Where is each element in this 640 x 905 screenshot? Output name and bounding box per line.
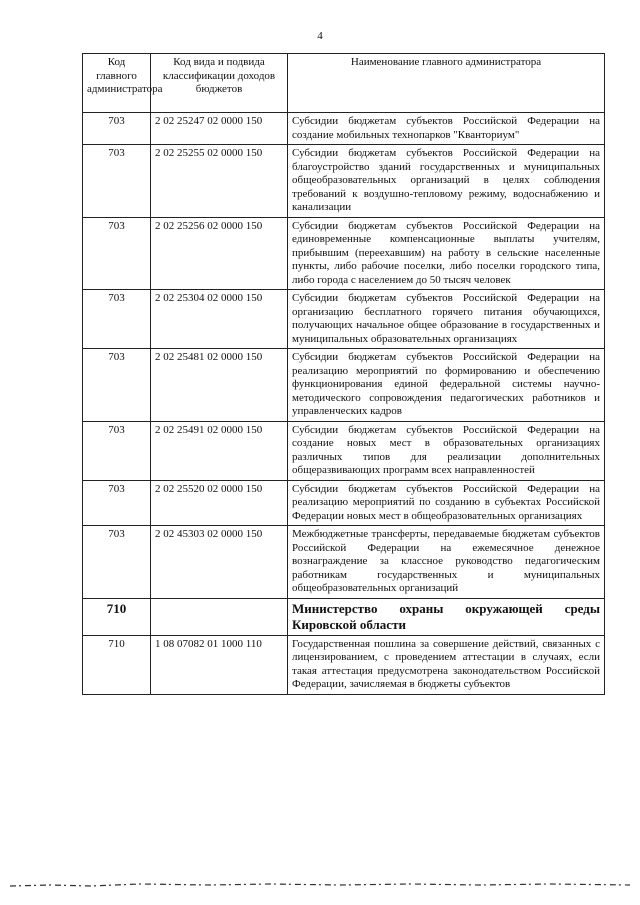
admin-code-cell: 703 [83,480,151,526]
table-row [83,526,605,599]
admin-name-cell: Межбюджетные трансферты, передаваемые бюджетам субъектов Российской Федерации на ежемесячное денежное вознаграждение за классное руководство педагогическим работникам государственных и муниципальных общеобразовательных организаций [288,526,605,599]
table-row [83,145,605,218]
admin-code-cell: 703 [83,113,151,145]
ministry-row [83,598,605,635]
admin-name-cell: Субсидии бюджетам субъектов Российской Федерации на создание мобильных технопарков "Кванториум" [288,113,605,145]
kbk-cell: 2 02 25304 02 0000 150 [151,290,288,349]
table-row [83,421,605,480]
kbk-cell: 1 08 07082 01 1000 110 [151,635,288,694]
kbk-cell [151,598,288,635]
revenue-admin-table [82,53,605,695]
kbk-cell: 2 02 25491 02 0000 150 [151,421,288,480]
table-header-row [83,54,605,113]
kbk-cell: 2 02 25520 02 0000 150 [151,480,288,526]
header-admin-code: Код главного администратора [83,54,151,113]
table-body [83,113,605,695]
table-row [83,349,605,422]
scan-edge-artifact [10,878,630,890]
kbk-cell: 2 02 25481 02 0000 150 [151,349,288,422]
admin-code-cell: 703 [83,526,151,599]
admin-code-cell: 703 [83,145,151,218]
kbk-cell: 2 02 45303 02 0000 150 [151,526,288,599]
admin-name-cell: Субсидии бюджетам субъектов Российской Федерации на создание новых мест в образовательных организациях различных типов для реализации дополнительных общеразвивающих программ всех направленностей [288,421,605,480]
table-row [83,480,605,526]
admin-code-cell: 703 [83,349,151,422]
kbk-cell: 2 02 25247 02 0000 150 [151,113,288,145]
admin-code-cell: 710 [83,598,151,635]
admin-name-cell: Государственная пошлина за совершение действий, связанных с лицензированием, с проведением аттестации в случаях, если такая аттестация предусмотрена законодательством Российской Федерации, зачисляемая в бюджеты субъектов [288,635,605,694]
header-kbk: Код вида и подвида классификации доходов бюджетов [151,54,288,113]
admin-name-cell: Субсидии бюджетам субъектов Российской Федерации на благоустройство зданий государственных и муниципальных общеобразовательных организаций в целях соблюдения требований к воздушно-тепловому режиму, водоснабжению и канализации [288,145,605,218]
admin-name-cell: Субсидии бюджетам субъектов Российской Федерации на единовременные компенсационные выплаты учителям, прибывшим (переехавшим) на работу в сельские населенные пункты, либо рабочие поселки, либо поселки городского типа, либо города с населением до 50 тысяч человек [288,217,605,290]
admin-code-cell: 703 [83,217,151,290]
header-admin-name: Наименование главного администратора [288,54,605,113]
table-row [83,217,605,290]
table-row [83,635,605,694]
admin-name-cell: Министерство охраны окружающей среды Кировской области [288,598,605,635]
kbk-cell: 2 02 25256 02 0000 150 [151,217,288,290]
table-row [83,113,605,145]
admin-code-cell: 703 [83,421,151,480]
admin-name-cell: Субсидии бюджетам субъектов Российской Федерации на организацию бесплатного горячего питания обучающихся, получающих начальное общее образование в государственных и муниципальных образовательных организациях [288,290,605,349]
admin-name-cell: Субсидии бюджетам субъектов Российской Федерации на реализацию мероприятий по формированию и обеспечению функционирования единой федеральной системы научно-методического сопровождения педагогических работников и управленческих кадров [288,349,605,422]
admin-code-cell: 710 [83,635,151,694]
table-row [83,290,605,349]
admin-code-cell: 703 [83,290,151,349]
page-number: 4 [317,30,323,42]
kbk-cell: 2 02 25255 02 0000 150 [151,145,288,218]
admin-name-cell: Субсидии бюджетам субъектов Российской Федерации на реализацию мероприятий по созданию в субъектах Российской Федерации новых мест в общеобразовательных организациях [288,480,605,526]
